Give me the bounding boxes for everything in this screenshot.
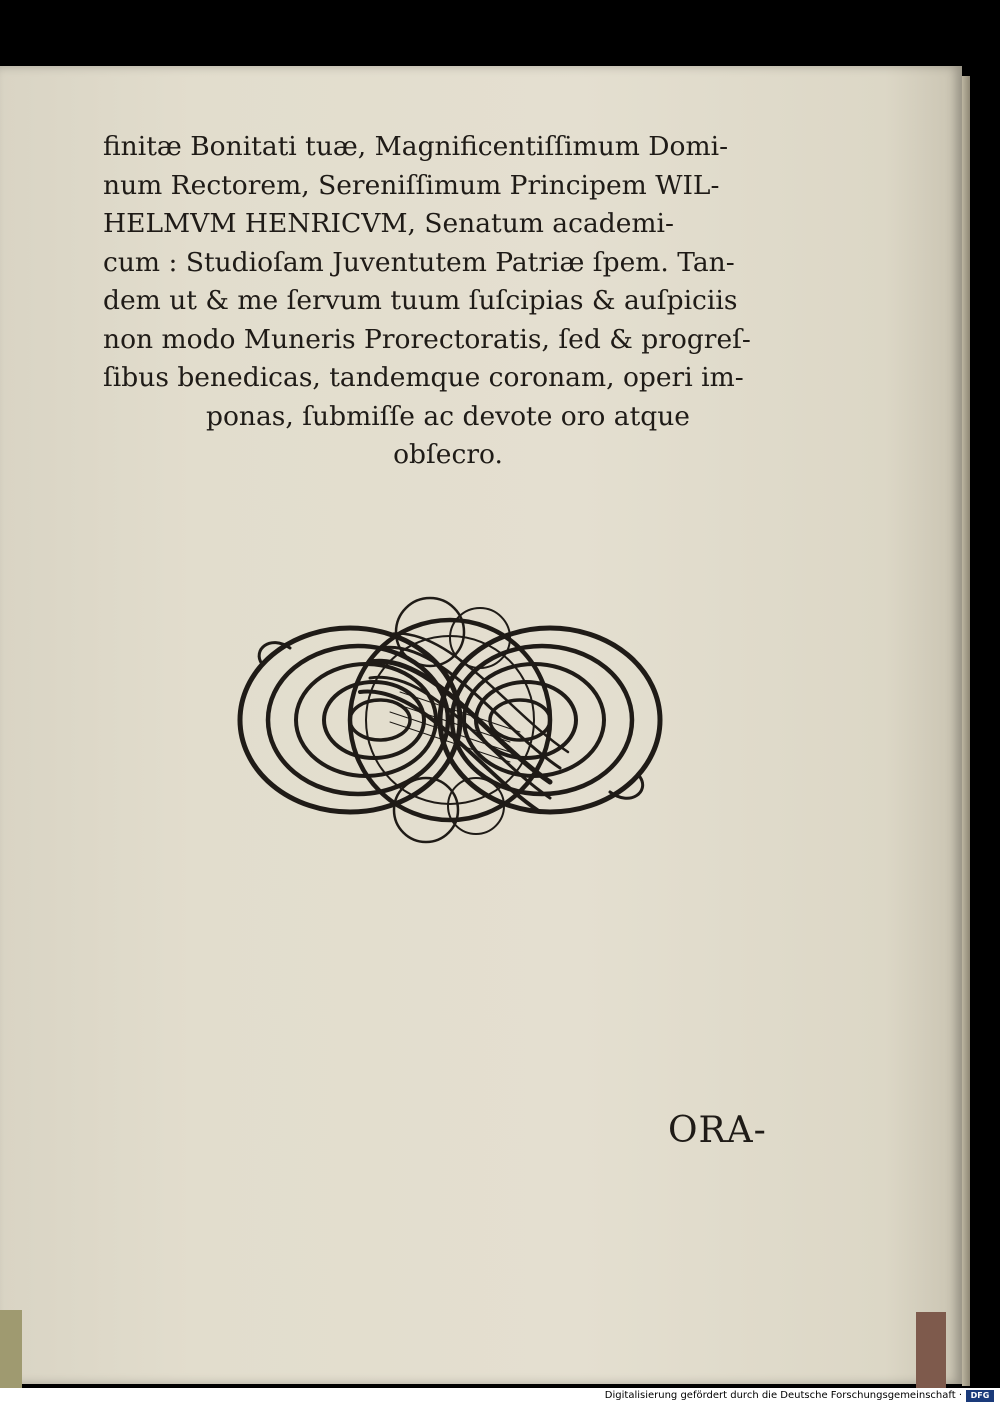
text-line-content: dem ut & me ſervum tuum ſuſcipias & auſpiciis (103, 285, 738, 316)
text-line-2 (103, 167, 793, 206)
footer-credit: Digitalisierung gefördert durch die Deutsche Forschungsgemeinschaft · (604, 1390, 962, 1401)
binding-strip-left (0, 1310, 22, 1390)
text-line-content: ſibus benedicas, tandemque coronam, operi im- (103, 362, 744, 393)
text-line-8 (103, 398, 793, 437)
dfg-logo: DFG (966, 1390, 994, 1402)
text-line-content: num Rectorem, Sereniſſimum Principem WIL- (103, 169, 720, 201)
text-line-5 (103, 282, 793, 321)
footer-bar (0, 1388, 1000, 1404)
text-line-content: non modo Muneris Prorectoratis, ſed & progreſ- (103, 323, 751, 355)
text-line-content: obſecro. (393, 439, 503, 470)
page-edge (962, 76, 970, 1386)
text-line-content: cum : Studioſam Juventutem Patriæ ſpem. Tan- (103, 246, 735, 278)
text-line-content: ponas, ſubmiſſe ac devote oro atque (206, 400, 690, 432)
text-line-3 (103, 205, 793, 244)
text-line-7 (103, 359, 793, 398)
text-line-content: HELMVM HENRICVM, Senatum academi- (103, 208, 674, 239)
text-line-9 (103, 436, 793, 475)
interlaced-knot-ornament-icon (230, 592, 670, 850)
text-line-content: finitæ Bonitati tuæ, Magnificentiſſimum Domi- (103, 131, 729, 162)
text-line-6 (103, 321, 793, 360)
binding-strip-right (916, 1312, 946, 1390)
body-text (103, 128, 793, 475)
catchword: ORA- (668, 1110, 767, 1151)
text-line-4 (103, 244, 793, 283)
text-line-1 (103, 128, 793, 167)
